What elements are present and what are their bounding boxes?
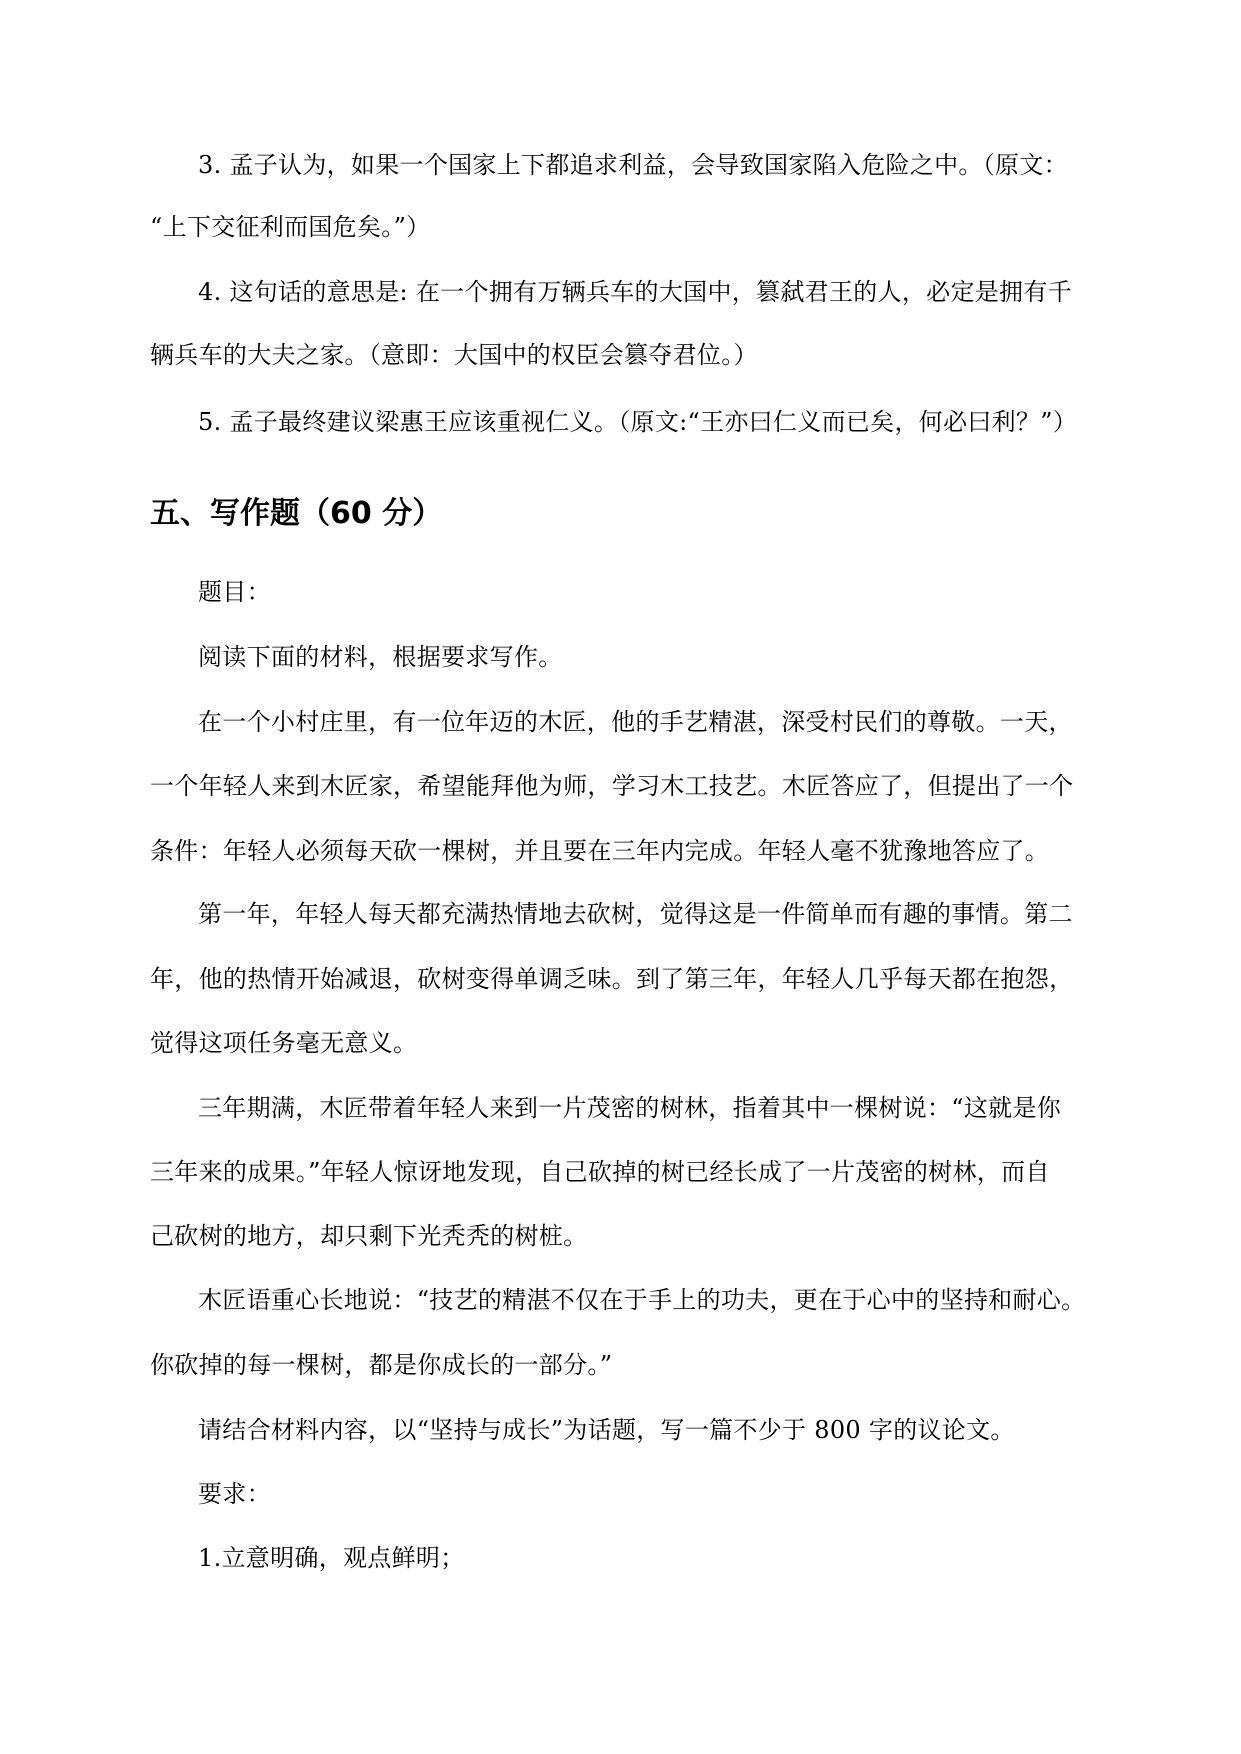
answer-4-line-1: 4. 这句话的意思是: 在一个拥有万辆兵车的大国中，篡弑君王的人，必定是拥有千 xyxy=(198,278,1072,306)
paragraph-4-line-1: 木匠语重心长地说：“技艺的精湛不仅在于手上的功夫，更在于心中的坚持和耐心。 xyxy=(198,1286,1086,1314)
paragraph-2-line-1: 第一年，年轻人每天都充满热情地去砍树，觉得这是一件简单而有趣的事情。第二 xyxy=(198,900,1073,928)
requirements-label: 要求： xyxy=(198,1480,271,1508)
paragraph-3-line-1: 三年期满，木匠带着年轻人来到一片茂密的树林，指着其中一棵树说：“这就是你 xyxy=(198,1094,1062,1122)
paragraph-3-line-2: 三年来的成果。”年轻人惊讶地发现，自己砍掉的树已经长成了一片茂密的树林，而自 xyxy=(150,1158,1050,1186)
answer-5-line-1: 5. 孟子最终建议梁惠王应该重视仁义。（原文:“王亦曰仁义而已矣，何必曰利？”） xyxy=(198,408,1078,436)
paragraph-2-line-3: 觉得这项任务毫无意义。 xyxy=(150,1029,418,1057)
paragraph-4-line-2: 你砍掉的每一棵树，都是你成长的一部分。” xyxy=(150,1351,613,1379)
answer-3-line-1: 3. 孟子认为，如果一个国家上下都追求利益，会导致国家陷入危险之中。（原文： xyxy=(198,151,1068,179)
paragraph-1-line-2: 一个年轻人来到木匠家，希望能拜他为师，学习木工技艺。木匠答应了，但提出了一个 xyxy=(150,772,1074,800)
answer-3-line-2: “上下交征利而国危矣。”） xyxy=(150,213,431,241)
section-heading: 五、写作题（60 分） xyxy=(150,496,443,531)
requirement-1: 1.立意明确，观点鲜明； xyxy=(198,1544,465,1572)
paragraph-2-line-2: 年，他的热情开始减退，砍树变得单调乏味。到了第三年，年轻人几乎每天都在抱怨， xyxy=(150,965,1074,993)
writing-task: 请结合材料内容，以“坚持与成长”为话题，写一篇不少于 800 字的议论文。 xyxy=(198,1416,1015,1444)
paragraph-1-line-3: 条件：年轻人必须每天砍一棵树，并且要在三年内完成。年轻人毫不犹豫地答应了。 xyxy=(150,837,1050,865)
instruction: 阅读下面的材料，根据要求写作。 xyxy=(198,643,563,671)
answer-4-line-2: 辆兵车的大夫之家。（意即：大国中的权臣会篡夺君位。） xyxy=(150,341,758,369)
paragraph-3-line-3: 己砍树的地方，却只剩下光秃秃的树桩。 xyxy=(150,1222,588,1250)
topic-label: 题目： xyxy=(198,578,271,606)
paragraph-1-line-1: 在一个小村庄里，有一位年迈的木匠，他的手艺精湛，深受村民们的尊敬。一天， xyxy=(198,708,1073,736)
